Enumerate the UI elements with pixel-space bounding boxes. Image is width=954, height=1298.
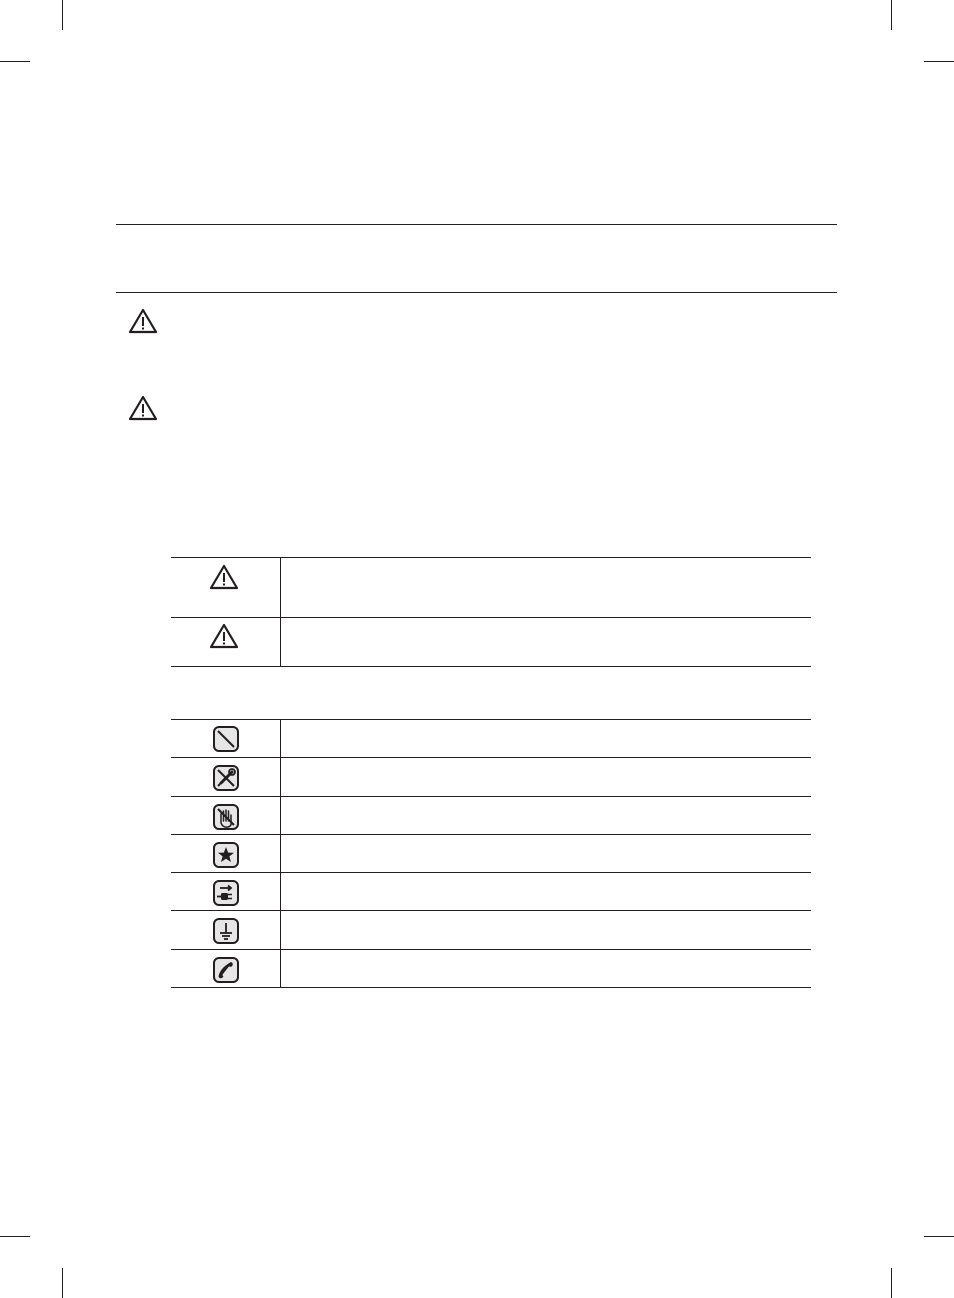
table-rule: [171, 617, 811, 618]
table-rule: [171, 949, 811, 950]
contact-service-icon: [212, 956, 240, 984]
crop-mark-bottom-right-h: [924, 1236, 954, 1237]
table-rule: [171, 910, 811, 911]
do-not-disassemble-icon: [212, 764, 240, 792]
warning-triangle-icon: [209, 623, 239, 649]
table-rule: [171, 987, 811, 988]
follow-directions-icon: [212, 841, 240, 869]
crop-mark-top-right-v: [891, 0, 892, 30]
do-not-icon: [212, 725, 240, 753]
symbol-table: [171, 719, 811, 988]
crop-mark-top-left-h: [0, 61, 30, 62]
crop-mark-bottom-left-h: [0, 1236, 30, 1237]
do-not-touch-icon: [212, 803, 240, 831]
table-rule: [171, 557, 811, 558]
table-rule: [171, 872, 811, 873]
table-rule: [171, 666, 811, 667]
table-column-divider: [280, 557, 281, 667]
unplug-power-icon: [212, 879, 240, 907]
table-rule: [171, 757, 811, 758]
table-rule: [171, 719, 811, 720]
table-column-divider: [280, 719, 281, 988]
ground-icon: [212, 917, 240, 945]
signal-word-table: [171, 557, 811, 667]
header-rule-bottom: [116, 292, 837, 293]
warning-triangle-icon: [128, 395, 158, 421]
table-rule: [171, 834, 811, 835]
crop-mark-top-left-v: [62, 0, 63, 30]
table-rule: [171, 796, 811, 797]
warning-triangle-icon: [128, 308, 158, 334]
warning-triangle-icon: [209, 564, 239, 590]
crop-mark-top-right-h: [924, 61, 954, 62]
header-rule-top: [116, 224, 837, 225]
crop-mark-bottom-left-v: [62, 1268, 63, 1298]
crop-mark-bottom-right-v: [891, 1268, 892, 1298]
